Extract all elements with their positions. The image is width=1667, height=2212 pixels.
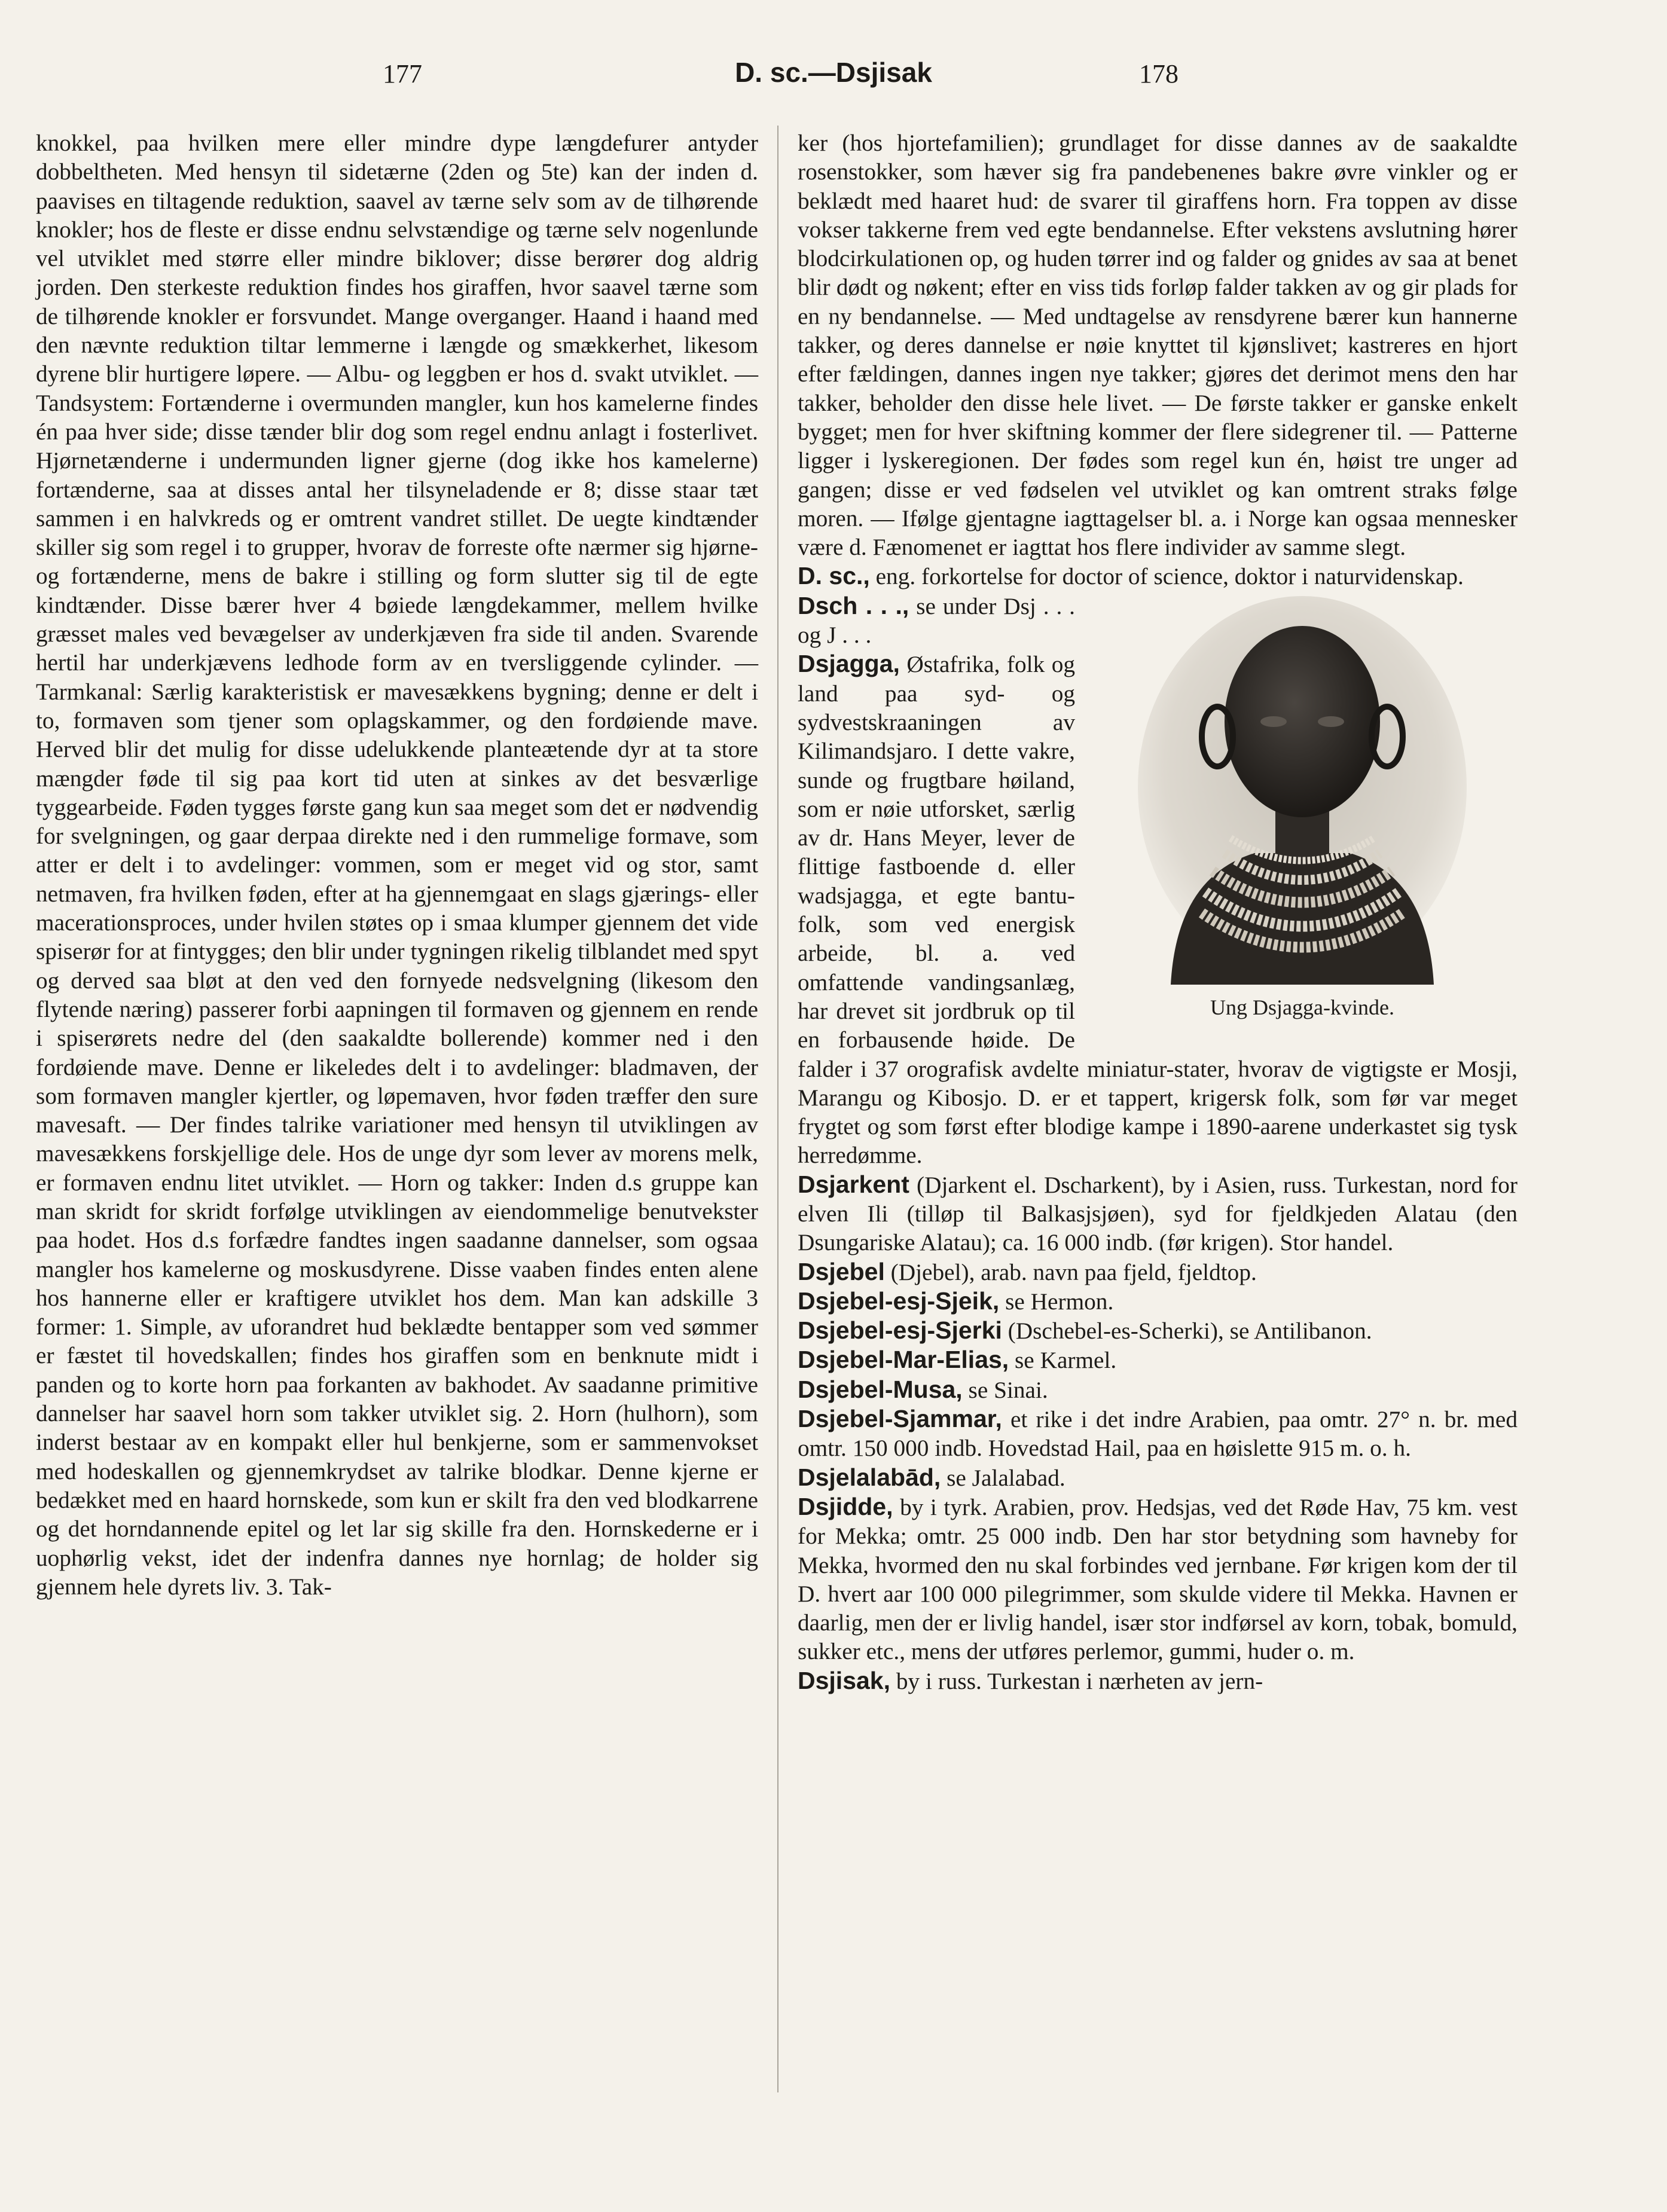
- headword: Dsjebel-esj-Sjeik,: [798, 1287, 1000, 1315]
- entry-body: (Djarkent el. Dscharkent), by i Asien, russ. Turkestan, nord for elven Ili (tilløp til Balkasjsjøen), syd for fjeldkjeden Alatau (den Dsungariske Alatau); ca. 16 000 indb. (før krigen). Stor handel.: [798, 1171, 1518, 1256]
- left-column: [36, 129, 758, 1601]
- entry-dsjebel: [798, 1257, 1518, 1287]
- headword: Dsjidde,: [798, 1492, 893, 1520]
- entry-dsjebel-esj-sjerki: [798, 1316, 1518, 1345]
- entry-body: (Dschebel-es-Scherki), se Antilibanon.: [1007, 1318, 1372, 1345]
- headword: Dsjebel-Musa,: [798, 1375, 963, 1403]
- entry-dsjelalabad: [798, 1463, 1518, 1492]
- entry-body: se Jalalabad.: [947, 1464, 1065, 1491]
- continuation-text: ker (hos hjortefamilien); grundlaget for disse dannes av de saakaldte rosenstokker, som hæver sig fra pandebenenes bakre øvre vinkler og er beklædt med haaret hud: de svarer til giraffens horn. Fra toppen av disse vokser takkerne frem ved egte bendannelse. Efter vekstens avslutning hører blodcirkulationen op, og huden tørrer ind og falder og gnides av saa at benet blir dødt og nøkent; efter en viss tids forløp falder takken av og gir plads for en ny bendannelse. — Med undtagelse av rensdyrene bærer kun hannerne takker, og deres dannelse er nøie knyttet til kjønslivet; kastreres en hjort efter fældingen, dannes ingen nye takker; gjøres det derimot mens den har takker, beholder den disse hele livet. — De første takker er ganske enkelt bygget; men for hver skiftning kommer der flere sidegrener til. — Patterne ligger i lyskeregionen. Der fødes som regel kun én, høist tre unger ad gangen; disse er ved fødselen vel utviklet og kan omtrent straks følge moren. — Ifølge gjentagne iagttagelser bl. a. i Norge kan ogsaa mennesker være d. Fænomenet er iagttat hos flere individer av samme slegt.: [798, 130, 1518, 561]
- running-title: D. sc.—Dsjisak: [735, 57, 932, 88]
- column-divider: [777, 126, 778, 2092]
- headword: Dsjebel-Sjammar,: [798, 1405, 1002, 1433]
- entry-body: et rike i det indre Arabien, paa omtr. 27° n. br. med omtr. 150 000 indb. Hovedstad Hail, paa en høislette 915 m. o. h.: [798, 1406, 1518, 1462]
- figure-caption: Ung Dsjagga-kvinde.: [1210, 995, 1394, 1019]
- entry-dsjebel-mar-elias: [798, 1345, 1518, 1374]
- entry-body: by i tyrk. Arabien, prov. Hedsjas, ved det Røde Hav, 75 km. vest for Mekka; omtr. 25 000 indb. Den har stor betydning som havneby for Mekka, hvormed den nu skal forbindes ved jernbane. Før krigen kom der til D. hvert aar 100 000 pilegrimmer, som skulde videre til Mekka. Havnen er daarlig, men der er livlig handel, især stor indførsel av korn, tobak, bomuld, sukker etc., mens der utføres perlemor, gummi, huder o. m.: [798, 1493, 1518, 1665]
- headword: Dsjebel: [798, 1257, 885, 1285]
- entry-body: (Djebel), arab. navn paa fjeld, fjeldtop.: [890, 1258, 1257, 1285]
- entry-body: eng. forkortelse for doctor of science, doktor i naturvidenskap.: [875, 563, 1464, 590]
- entry-body: se Hermon.: [1005, 1288, 1114, 1315]
- left-page-number: 177: [383, 59, 422, 88]
- left-column-text: knokkel, paa hvilken mere eller mindre dype længdefurer antyder dobbeltheten. Med hensyn til sidetærne (2den og 5te) kan der inden d. paavises en tiltagende reduktion, saavel av tærne selv som av de tilhørende knokler; hos de fleste er disse endnu selvstændige og tærne selv nogenlunde vel utviklet med større eller mindre biklover; disse berører dog aldrig jorden. Den sterkeste reduktion findes hos giraffen, hvor saavel tærne som de tilhørende knokler er forsvundet. Mange overganger. Haand i haand med den nævnte reduktion tiltar lemmerne i længde og smækkerhet, likesom dyrene blir hurtigere løpere. — Albu- og leggben er hos d. svakt utviklet. — Tandsystem: Fortænderne i overmunden mangler, kun hos kamelerne findes én paa hver side; disse tænder blir dog som regel endnu anlagt i fosterlivet. Hjørnetænderne i undermunden ligner gjerne (dog ikke hos kamelerne) fortænderne, saa at disses antal her tilsyneladende er 8; disse staar tæt sammen i en halvkreds og er omtrent vandret stillet. De uegte kindtænder skiller sig som regel i to grupper, hvorav de forreste ofte nærmer sig hjørne- og fortænderne, mens de bakre i stilling og form slutter sig til de egte kindtænder. Disse bærer hver 4 bøiede længdekammer, mellem hvilke græsset males ved bevægelser av underkjæven fra side til anden. Svarende hertil har underkjævens ledhode form av en tversliggende cylinder. — Tarmkanal: Særlig karakteristisk er mavesækkens bygning; denne er delt i to, formaven som tjener som oplagskammer, og den fordøiende mave. Herved blir det mulig for disse udelukkende planteætende dyr at ta store mængder føde til sig paa kort tid uten at sinkes av det besværlige tyggearbeide. Føden tygges første gang kun saa meget som det er nødvendig for svelgningen, og gaar derpaa direkte ned i den rummelige formave, som atter er delt i to avdelinger: vommen, som er meget vid og stor, samt netmaven, fra hvilken føden, efter at ha gjennemgaat en slags gjærings- eller macerationsproces, under hvilen støtes op i smaa klumper gjennem det vide spiserør for at fintygges; den blir under tygningen rikelig tilblandet med spyt og derved saa bløt at den ved den fornyede nedsvelgning (likesom den flytende næring) passerer forbi aapningen til formaven og gjennem en rende i spiserørets nedre del (den saakaldte bollerende) kommer ned i den fordøiende mave. Denne er likeledes delt i to avdelinger: bladmaven, der som formaven mangler kjertler, og løpemaven, hvor føden træffer den sure mavesaft. — Der findes talrike variationer med hensyn til utviklingen av mavesækkens forskjellige dele. Hos de unge dyr som lever av morens melk, er formaven endnu litet utviklet. — Horn og takker: Inden d.s gruppe kan man skridt for skridt forfølge utviklingen av eiendommelige benutvekster paa hodet. Hos d.s forfædre fandtes ingen saadanne dannelser, som ogsaa mangler hos kamelerne og moskusdyrene. Disse vaaben findes enten alene hos hannerne eller er kraftigere utviklet hos dem. Man kan adskille 3 former: 1. Simple, av uforandret hud beklædte bentapper som ved sømmer er fæstet til hovedskallen; findes hos giraffen som en benknute midt i panden og to korte horn paa forkanten av bakhodet. Av saadanne primitive dannelser har saavel horn som takker utviklet sig. 2. Horn (hulhorn), som inderst bestaar av en kompakt eller hul benkjerne, som er sammenvokset med hodeskallen og gjennemkrydset av talrike blodkar. Denne kjerne er bedækket med en haard hornskede, som kun er skilt fra den ved blodkarrene og det horndannende epitel og let lar sig skille fra den. Hornskederne er i uophørlig vekst, idet der indenfra dannes nye hornlag; de holder sig gjennem hele dyrets liv. 3. Tak-: [36, 130, 758, 1600]
- headword: D. sc.,: [798, 562, 870, 590]
- entry-dsjidde: [798, 1492, 1518, 1666]
- entry-body: se Sinai.: [968, 1376, 1048, 1403]
- entry-dsjebel-musa: [798, 1375, 1518, 1404]
- right-page-number: 178: [1139, 59, 1178, 88]
- headword: Dsjisak,: [798, 1666, 890, 1694]
- page-header: [0, 59, 1667, 106]
- right-column: [798, 129, 1518, 1695]
- portrait-image: [1135, 596, 1470, 985]
- headword: Dsjelalabād,: [798, 1463, 941, 1491]
- headword: Dsjebel-esj-Sjerki: [798, 1316, 1002, 1345]
- portrait-figure: [1087, 596, 1518, 1022]
- headword: Dsjebel-Mar-Elias,: [798, 1346, 1009, 1374]
- entry-dsjarkent: [798, 1170, 1518, 1257]
- headword: Dsjagga,: [798, 650, 900, 678]
- entry-d-sc: [798, 561, 1518, 591]
- entry-dsjebel-esj-sjeik: [798, 1287, 1518, 1316]
- entry-dsjebel-sjammar: [798, 1404, 1518, 1463]
- entry-body: Østafrika, folk og land paa syd- og sydvestskraaningen av Kilimandsjaro. I dette vakre, sunde og frugtbare høiland, som er nøie utforsket, særlig av dr. Hans Meyer, lever de flittige fastboende d. eller wadsjagga, et egte bantu-folk, som ved energisk arbeide, bl. a. ved omfattende vandingsanlæg, har drevet sit jordbruk op til en forbausende høide. De falder i 37 orografisk avdelte miniatur-stater, hvorav de vigtigste er Mosji, Marangu og Kibosjo. D. er et tappert, krigersk folk, som før var meget frygtet og som først efter blodige kampe i 1890-aarene underkastet sig tysk herredømme.: [798, 651, 1518, 1169]
- entry-body: se Karmel.: [1015, 1347, 1117, 1374]
- headword: Dsjarkent: [798, 1170, 909, 1198]
- entry-dsjisak: [798, 1666, 1518, 1695]
- entry-body: se under Dsj . . . og J . . .: [798, 592, 1076, 649]
- headword: Dsch . . .,: [798, 591, 909, 619]
- entry-body: by i russ. Turkestan i nærheten av jern-: [896, 1667, 1263, 1694]
